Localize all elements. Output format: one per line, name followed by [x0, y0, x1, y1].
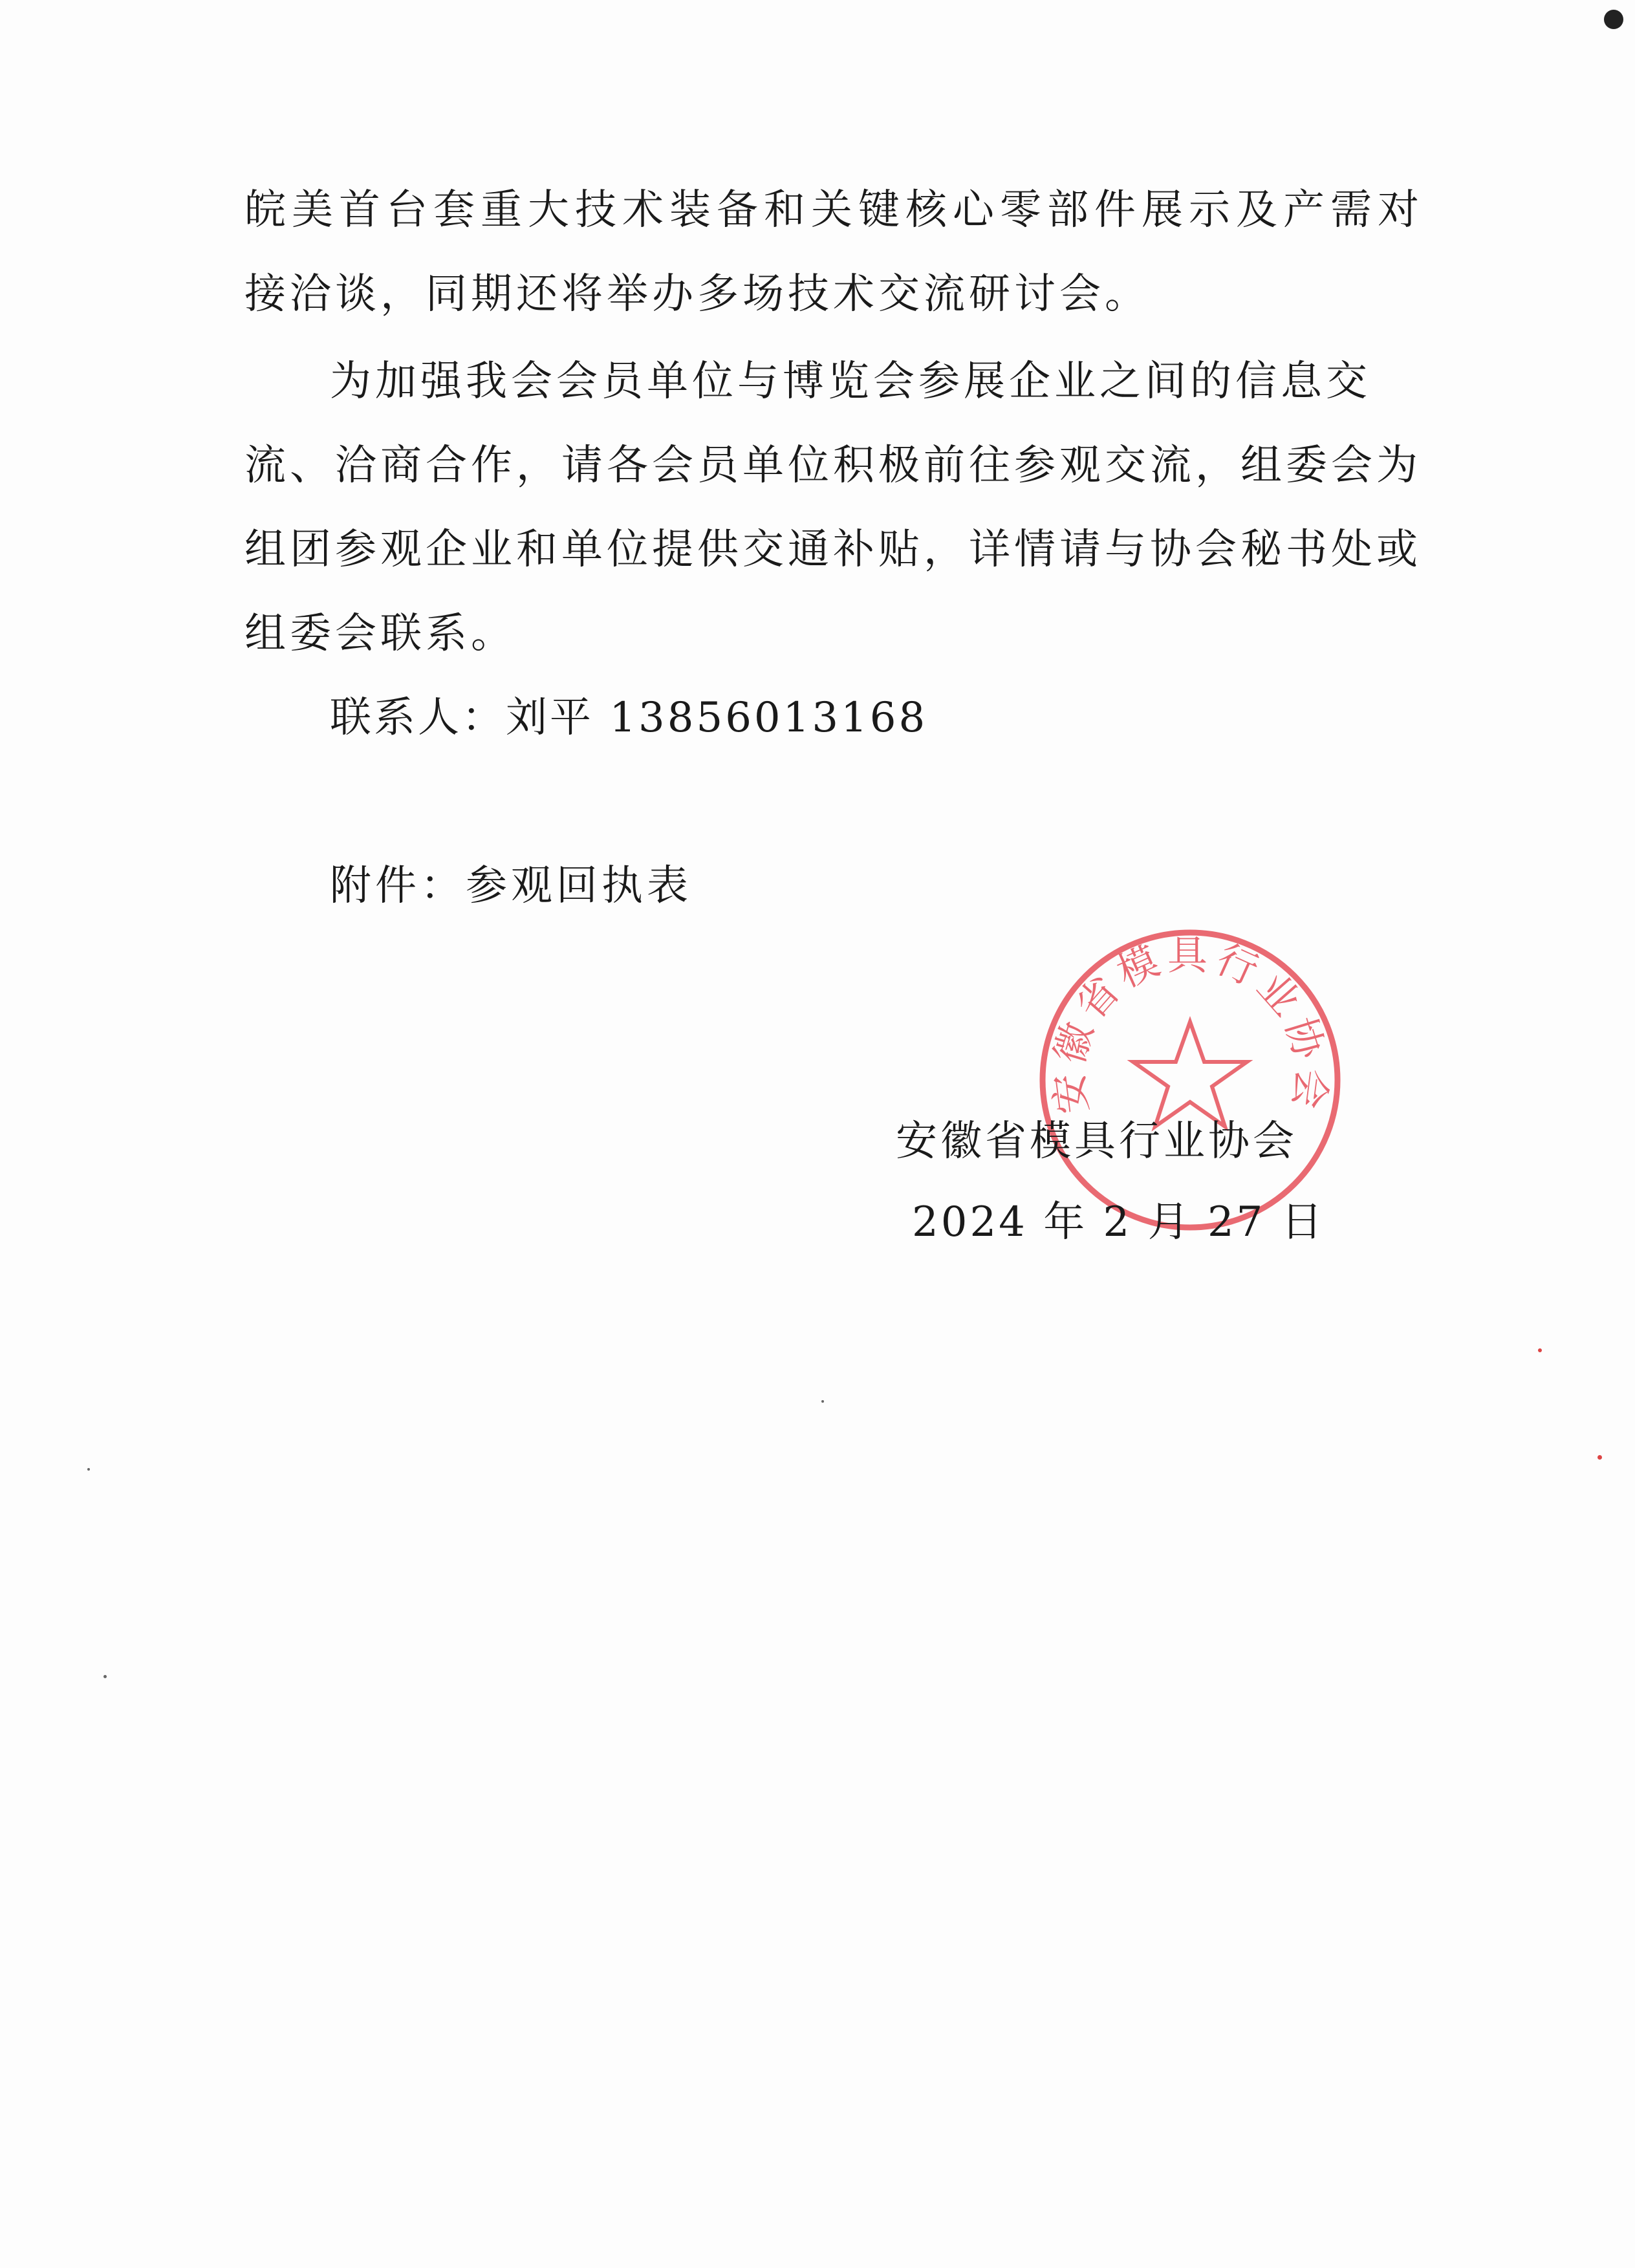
scan-speck: [1604, 10, 1623, 29]
scan-speck: [821, 1400, 824, 1403]
scan-speck: [1597, 1455, 1602, 1460]
paragraph2-line2: 流、洽商合作，请各会员单位积极前往参观交流，组委会为: [244, 442, 1422, 490]
seal-text: 安徽省模具行业协会: [1044, 931, 1336, 1117]
signature-organization: 安徽省模具行业协会: [896, 1118, 1297, 1165]
scan-speck: [103, 1675, 107, 1678]
scan-speck: [1538, 1348, 1542, 1352]
paragraph2-line4: 组委会联系。: [244, 610, 516, 658]
paragraph1-line2: 接洽谈，同期还将举办多场技术交流研讨会。: [244, 270, 1150, 318]
official-seal-icon: [1028, 918, 1352, 1242]
scan-speck: [87, 1468, 90, 1471]
paragraph2-line3: 组团参观企业和单位提供交通补贴，详情请与协会秘书处或: [244, 526, 1422, 574]
paragraph2-line1: 为加强我会会员单位与博览会参展企业之间的信息交: [330, 358, 1371, 405]
attachment-line: 附件：参观回执表: [330, 862, 692, 910]
contact-line: 联系人：刘平 13856013168: [330, 694, 928, 742]
seal-star-icon: [1133, 1022, 1247, 1127]
paragraph1-line1: 皖美首台套重大技术装备和关键核心零部件展示及产需对: [244, 186, 1425, 234]
signature-date: 2024 年 2 月 27 日: [912, 1198, 1325, 1246]
